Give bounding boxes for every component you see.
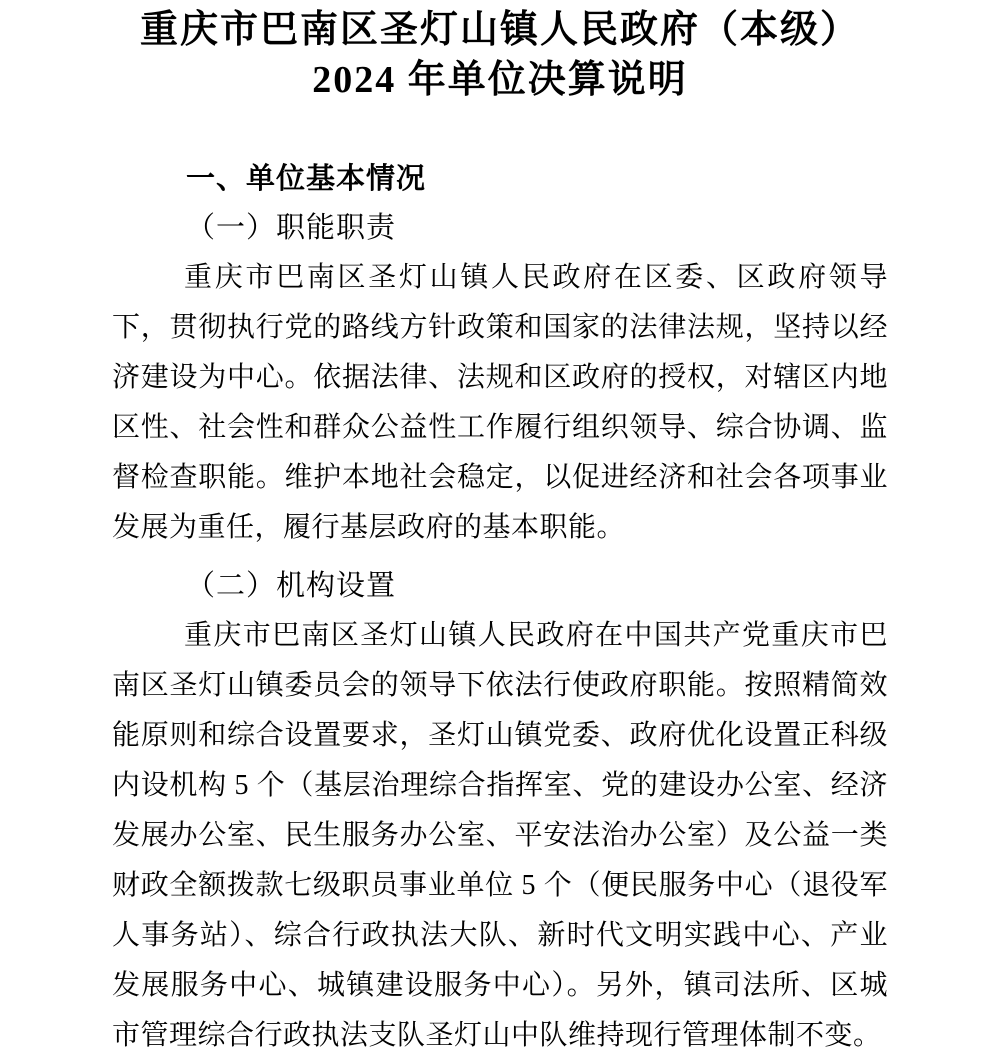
- section-heading-basic-info: 一、单位基本情况: [186, 163, 427, 195]
- document-title: [112, 5, 888, 105]
- paragraph-organization: 重庆市巴南区圣灯山镇人民政府在中国共产党重庆市巴南区圣灯山镇委员会的领导下依法行使政府职能。按照精简效能原则和综合设置要求，圣灯山镇党委、政府优化设置正科级内设机构 5 个（基层治理综合指挥室、党的建设办公室、经济发展办公室、民生服务办公室、平安法治办公室）及公益一类财政全额拨款七级职员事业单位 5 个（便民服务中心（退役军人事务站）、综合行政执法大队、新时代文明实践中心、产业发展服务中心、城镇建设服务中心）。另外，镇司法所、区城市管理综合行政执法支队圣灯山中队维持现行管理体制不变。: [112, 620, 888, 1051]
- document-title-line1: 重庆市巴南区圣灯山镇人民政府（本级）: [139, 9, 860, 51]
- document-title-line2: 2024 年单位决算说明: [312, 59, 688, 101]
- subsection-heading-duties: （一）职能职责: [186, 212, 397, 244]
- subsection-heading-organization: （二）机构设置: [186, 570, 397, 602]
- paragraph-duties: 重庆市巴南区圣灯山镇人民政府在区委、区政府领导下，贯彻执行党的路线方针政策和国家的法律法规，坚持以经济建设为中心。依据法律、法规和区政府的授权，对辖区内地区性、社会性和群众公益性工作履行组织领导、综合协调、监督检查职能。维护本地社会稳定，以促进经济和社会各项事业发展为重任，履行基层政府的基本职能。: [112, 262, 888, 543]
